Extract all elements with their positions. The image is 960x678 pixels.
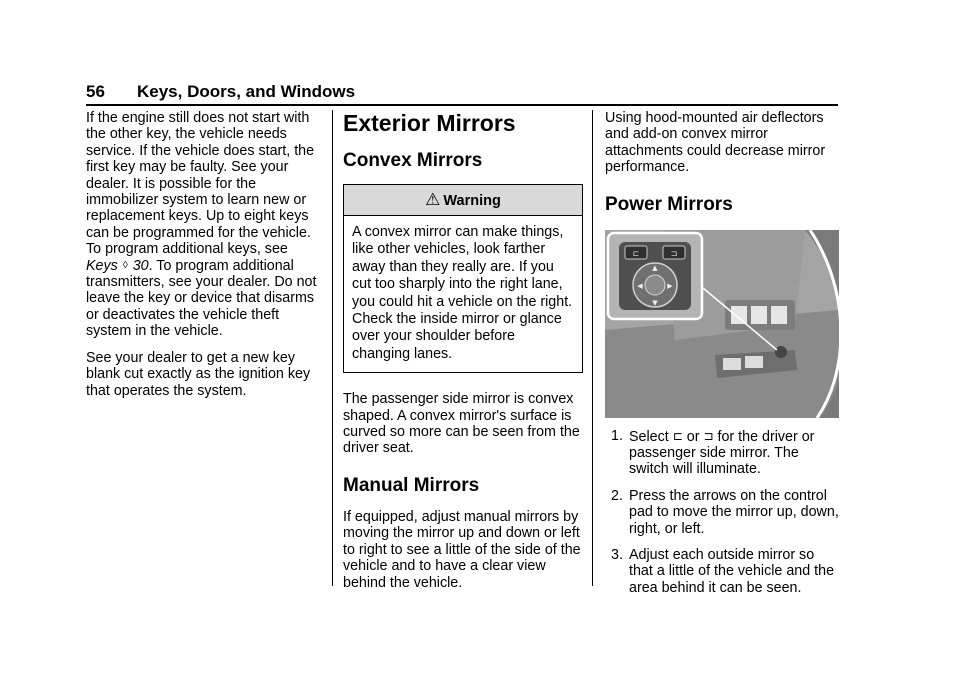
- column-divider: [592, 110, 593, 586]
- paragraph-new-key: See your dealer to get a new key blank cut exactly as the ignition key that operates the system.: [86, 349, 311, 399]
- warning-triangle-icon: ⚠: [425, 190, 441, 209]
- list-item: 2. Press the arrows on the control pad to move the mirror up, down, right, or left.: [611, 487, 839, 537]
- svg-text:▲: ▲: [652, 263, 658, 272]
- svg-text:▼: ▼: [652, 298, 658, 307]
- heading-manual-mirrors: Manual Mirrors: [343, 474, 480, 496]
- keys-cross-reference-link[interactable]: Keys ◊ 30: [86, 257, 149, 274]
- column-2: [343, 110, 583, 601]
- page-number: 56: [86, 82, 105, 101]
- driver-mirror-icon: ⊏: [672, 428, 683, 443]
- heading-power-mirrors: Power Mirrors: [605, 193, 733, 215]
- column-3: [605, 110, 840, 606]
- list-item: 3. Adjust each outside mirror so that a little of the vehicle and the area behind it can be seen.: [611, 547, 835, 596]
- warning-box: [343, 184, 583, 373]
- passenger-mirror-icon: ⊐: [703, 428, 714, 443]
- warning-title: ⚠ Warning: [344, 185, 582, 216]
- door-panel-illustration: [605, 230, 839, 418]
- power-mirror-steps: [605, 428, 840, 597]
- heading-convex-mirrors: Convex Mirrors: [343, 150, 483, 171]
- paragraph-immobilizer: If the engine still does not start with the other key, the vehicle needs service. If the vehicle does start, the first key may be faulty. See your dealer. It is possible for the immobilizer system to learn new or replacement keys. Up to eight keys can be programmed for the vehicle. To program additional keys, see Keys ◊ 30. To program additional transmitters, see your dealer. Do not leave the key or device that disarms or deactivates the vehicle theft system in the vehicle.: [86, 110, 317, 340]
- column-divider: [332, 110, 333, 586]
- svg-text:▶: ▶: [667, 281, 673, 290]
- svg-text:◀: ◀: [637, 281, 643, 290]
- warning-body: A convex mirror can make things, like other vehicles, look farther away than they really are. If you cut too sharply into the right lane, you could hit a vehicle on the right. Check the inside mirror or glance over your shoulder before changing lanes.: [352, 224, 573, 362]
- svg-text:⊐: ⊐: [670, 248, 678, 258]
- list-item: 1. Select ⊏ or ⊐ for the driver or passenger side mirror. The switch will illuminate.: [611, 427, 815, 478]
- page-reference-arrow-icon: ◊: [122, 259, 128, 271]
- paragraph-deflectors: Using hood-mounted air deflectors and add-on convex mirror attachments could decrease mirror performance.: [605, 110, 826, 176]
- svg-text:⊏: ⊏: [632, 248, 640, 258]
- section-title: Keys, Doors, and Windows: [137, 82, 356, 101]
- mirror-control-switch-photo: [605, 230, 839, 418]
- paragraph-manual: If equipped, adjust manual mirrors by moving the mirror up and down or left to right to see a little of the side of the vehicle and to have a clear view behind the vehicle.: [343, 508, 581, 591]
- page-header: [86, 82, 838, 106]
- heading-exterior-mirrors: Exterior Mirrors: [343, 110, 516, 136]
- paragraph-convex: The passenger side mirror is convex shaped. A convex mirror's surface is curved so more can be seen from the driver seat.: [343, 391, 580, 457]
- column-1: [86, 110, 320, 409]
